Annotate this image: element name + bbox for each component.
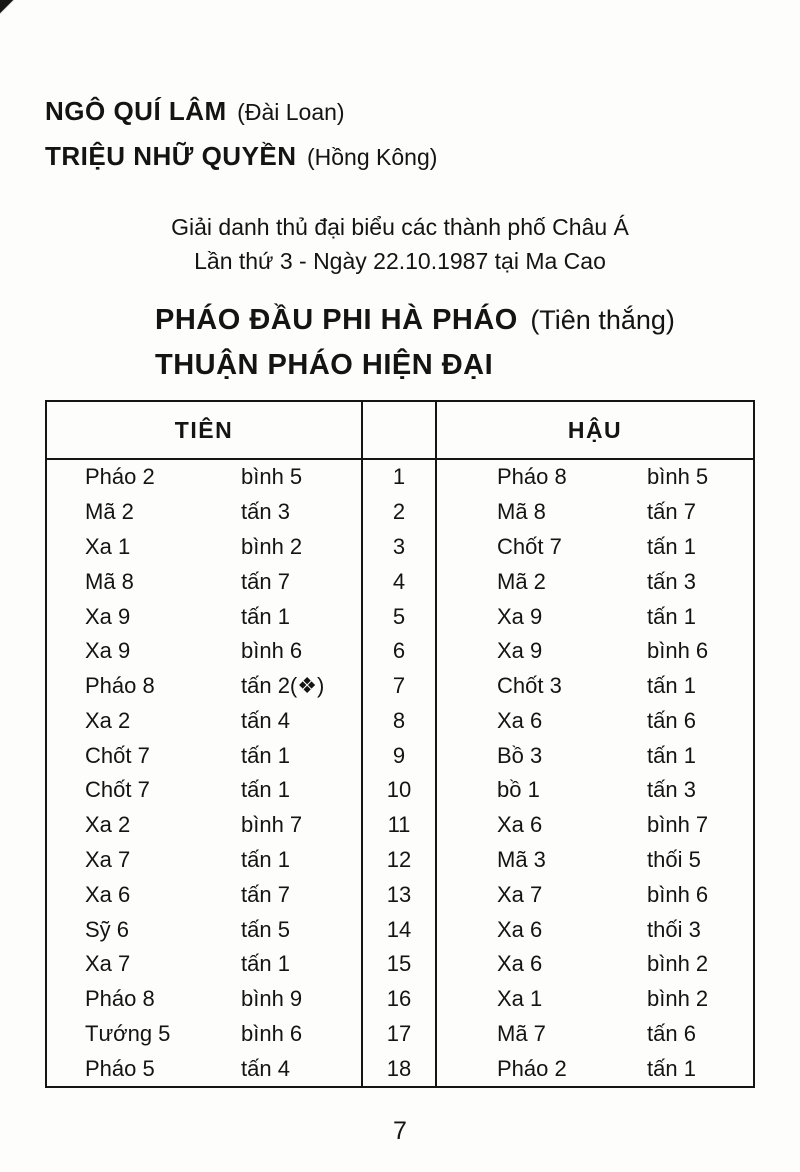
move-number: 13 (361, 877, 437, 912)
hau-cell (437, 703, 753, 738)
move-number: 8 (361, 703, 437, 738)
move-number: 15 (361, 947, 437, 982)
author-line (45, 96, 437, 127)
move-row (47, 530, 753, 565)
title-defense-name: THUẬN PHÁO HIỆN ĐẠI (155, 349, 494, 381)
move-number: 3 (361, 530, 437, 565)
tien-move: bình 2 (241, 533, 303, 559)
hau-cell (437, 530, 753, 565)
tien-move: bình 6 (241, 638, 303, 664)
move-number: 12 (361, 843, 437, 878)
title-result: (Tiên thắng) (530, 305, 675, 335)
hau-cell (437, 982, 753, 1017)
tien-cell (47, 808, 361, 843)
tien-move: tấn 1 (241, 951, 290, 977)
move-number: 1 (361, 460, 437, 495)
tien-piece: Xa 7 (85, 951, 131, 977)
hau-move: tấn 3 (647, 568, 696, 594)
tien-cell (47, 773, 361, 808)
tien-piece: Xa 9 (85, 638, 131, 664)
tien-piece: Mã 8 (85, 568, 134, 594)
hau-cell (437, 1017, 753, 1052)
hau-move: bình 7 (647, 812, 709, 838)
hau-move: tấn 1 (647, 603, 696, 629)
tien-move: tấn 1 (241, 777, 290, 803)
tien-cell (47, 599, 361, 634)
tien-move: tấn 7 (241, 881, 290, 907)
hau-move: tấn 7 (647, 499, 696, 525)
tien-cell (47, 634, 361, 669)
hau-piece: bồ 1 (497, 777, 540, 803)
tien-piece: Xa 7 (85, 846, 131, 872)
hau-move: tấn 1 (647, 673, 696, 699)
hau-piece: Bồ 3 (497, 742, 543, 768)
title-line-1 (155, 300, 675, 345)
tien-move: tấn 5 (241, 916, 290, 942)
tien-cell (47, 738, 361, 773)
tien-move: tấn 3 (241, 499, 290, 525)
tien-cell (47, 843, 361, 878)
tien-cell (47, 495, 361, 530)
hau-piece: Xa 6 (497, 951, 543, 977)
move-number: 17 (361, 1017, 437, 1052)
table-body (47, 460, 753, 1086)
hau-move: bình 2 (647, 951, 709, 977)
tien-move: bình 5 (241, 464, 303, 490)
tien-move: tấn 7 (241, 568, 290, 594)
hau-piece: Xa 9 (497, 638, 543, 664)
move-number: 11 (361, 808, 437, 843)
tien-cell (47, 1051, 361, 1086)
moves-table (45, 400, 755, 1088)
move-row (47, 564, 753, 599)
hau-cell (437, 1051, 753, 1086)
tien-piece: Xa 2 (85, 707, 131, 733)
tien-move: bình 6 (241, 1020, 303, 1046)
tien-piece: Xa 2 (85, 812, 131, 838)
author-line (45, 141, 437, 172)
move-number: 4 (361, 564, 437, 599)
move-row (47, 877, 753, 912)
tien-piece: Chốt 7 (85, 742, 150, 768)
move-number: 18 (361, 1051, 437, 1086)
hau-piece: Xa 1 (497, 986, 543, 1012)
tien-piece: Pháo 5 (85, 1055, 155, 1081)
tien-piece: Pháo 8 (85, 986, 155, 1012)
hau-piece: Chốt 7 (497, 533, 562, 559)
event-line-1: Giải danh thủ đại biểu các thành phố Châu Á (171, 214, 629, 240)
tien-move: bình 9 (241, 986, 303, 1012)
tien-piece: Tướng 5 (85, 1020, 171, 1046)
tien-cell (47, 530, 361, 565)
move-number: 6 (361, 634, 437, 669)
event-description (0, 210, 800, 278)
move-row (47, 1051, 753, 1086)
hau-move: bình 6 (647, 881, 709, 907)
move-row (47, 808, 753, 843)
hau-cell (437, 877, 753, 912)
move-row (47, 703, 753, 738)
hau-move: tấn 6 (647, 1020, 696, 1046)
tien-cell (47, 669, 361, 704)
move-row (47, 738, 753, 773)
move-number: 2 (361, 495, 437, 530)
title-line-2 (155, 345, 675, 390)
tien-move: tấn 4 (241, 707, 290, 733)
header-move-number-column (361, 402, 437, 458)
move-row (47, 947, 753, 982)
tien-move: bình 7 (241, 812, 303, 838)
hau-piece: Xa 9 (497, 603, 543, 629)
tien-move: tấn 2(❖) (241, 673, 325, 699)
tien-piece: Mã 2 (85, 499, 134, 525)
hau-cell (437, 634, 753, 669)
hau-piece: Xa 7 (497, 881, 543, 907)
move-row (47, 912, 753, 947)
tien-move: tấn 1 (241, 846, 290, 872)
hau-piece: Xa 6 (497, 812, 543, 838)
tien-piece: Xa 9 (85, 603, 131, 629)
tien-cell (47, 1017, 361, 1052)
scan-corner-artifact (0, 0, 20, 20)
hau-move: bình 2 (647, 986, 709, 1012)
tien-cell (47, 947, 361, 982)
hau-piece: Mã 3 (497, 846, 546, 872)
hau-cell (437, 599, 753, 634)
hau-cell (437, 808, 753, 843)
hau-cell (437, 460, 753, 495)
hau-piece: Pháo 8 (497, 464, 567, 490)
move-number: 14 (361, 912, 437, 947)
tien-cell (47, 877, 361, 912)
hau-move: thối 5 (647, 846, 701, 872)
tien-piece: Xa 6 (85, 881, 131, 907)
tien-cell (47, 460, 361, 495)
hau-cell (437, 773, 753, 808)
author-name: NGÔ QUÍ LÂM (45, 96, 227, 126)
move-row (47, 599, 753, 634)
tien-cell (47, 564, 361, 599)
hau-piece: Mã 8 (497, 499, 546, 525)
header-tien: TIÊN (174, 416, 234, 443)
move-number: 16 (361, 982, 437, 1017)
hau-cell (437, 738, 753, 773)
hau-cell (437, 912, 753, 947)
move-number: 10 (361, 773, 437, 808)
move-number: 7 (361, 669, 437, 704)
move-row (47, 634, 753, 669)
tien-move: tấn 4 (241, 1055, 290, 1081)
hau-cell (437, 495, 753, 530)
move-row (47, 1017, 753, 1052)
tien-cell (47, 982, 361, 1017)
title-opening-name: PHÁO ĐẦU PHI HÀ PHÁO (155, 304, 518, 336)
hau-cell (437, 669, 753, 704)
hau-move: bình 6 (647, 638, 709, 664)
move-number: 5 (361, 599, 437, 634)
hau-move: tấn 6 (647, 707, 696, 733)
move-row (47, 982, 753, 1017)
hau-piece: Xa 6 (497, 916, 543, 942)
tien-piece: Pháo 2 (85, 464, 155, 490)
move-row (47, 669, 753, 704)
table-header-row (47, 402, 753, 460)
author-origin: (Hồng Kông) (306, 144, 438, 170)
hau-piece: Chốt 3 (497, 673, 562, 699)
hau-move: tấn 3 (647, 777, 696, 803)
move-row (47, 843, 753, 878)
hau-move: tấn 1 (647, 742, 696, 768)
hau-move: tấn 1 (647, 533, 696, 559)
hau-move: bình 5 (647, 464, 709, 490)
tien-cell (47, 912, 361, 947)
tien-piece: Xa 1 (85, 533, 131, 559)
hau-move: tấn 1 (647, 1055, 696, 1081)
tien-cell (47, 703, 361, 738)
tien-piece: Pháo 8 (85, 673, 155, 699)
tien-piece: Sỹ 6 (85, 916, 130, 942)
hau-move: thối 3 (647, 916, 701, 942)
hau-cell (437, 843, 753, 878)
hau-piece: Mã 2 (497, 568, 546, 594)
hau-piece: Xa 6 (497, 707, 543, 733)
game-title (155, 300, 675, 390)
page-number: 7 (393, 1117, 407, 1145)
tien-move: tấn 1 (241, 742, 290, 768)
move-row (47, 460, 753, 495)
author-origin: (Đài Loan) (237, 99, 345, 125)
hau-cell (437, 564, 753, 599)
hau-piece: Mã 7 (497, 1020, 546, 1046)
tien-move: tấn 1 (241, 603, 290, 629)
authors-block (45, 96, 437, 186)
tien-piece: Chốt 7 (85, 777, 150, 803)
hau-cell (437, 947, 753, 982)
move-row (47, 773, 753, 808)
hau-piece: Pháo 2 (497, 1055, 567, 1081)
move-number: 9 (361, 738, 437, 773)
author-name: TRIỆU NHỮ QUYỀN (45, 141, 297, 171)
event-line-2: Lần thứ 3 - Ngày 22.10.1987 tại Ma Cao (194, 248, 606, 274)
move-row (47, 495, 753, 530)
header-hau: HẬU (567, 416, 623, 443)
